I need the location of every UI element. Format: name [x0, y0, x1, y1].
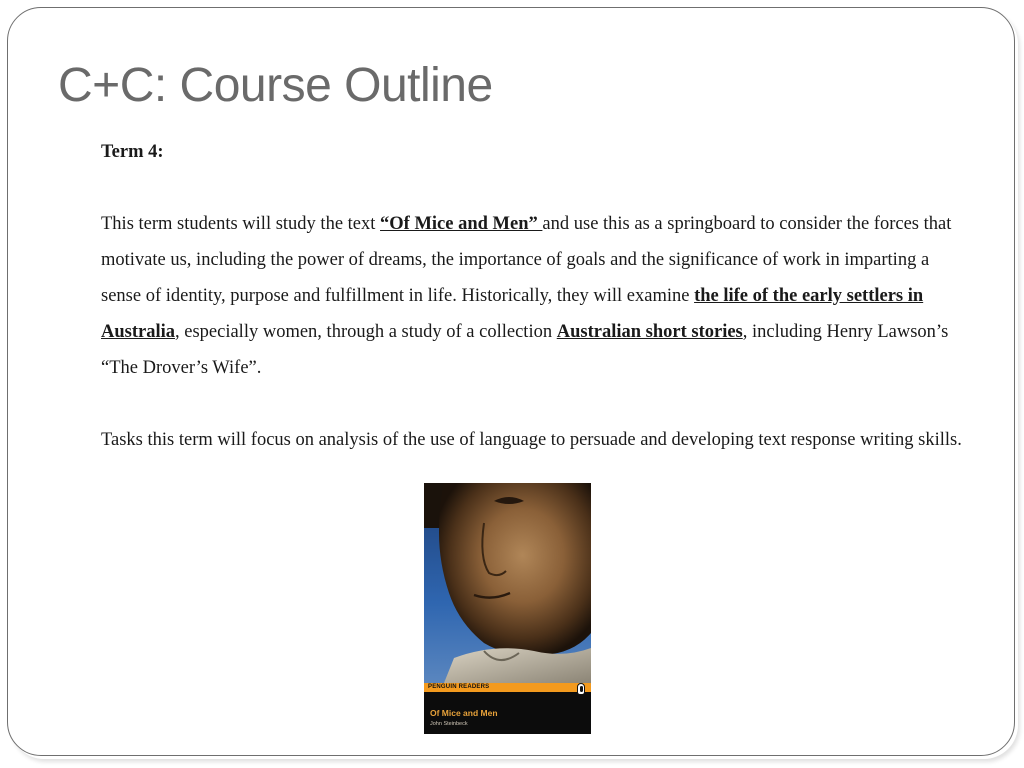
slide-title: C+C: Course Outline — [58, 59, 493, 112]
short-stories-link[interactable]: Australian short stories — [556, 322, 743, 342]
book-cover-image — [424, 483, 591, 734]
cover-series-label: PENGUIN READERS — [424, 683, 591, 692]
description-text-3: , especially women, through a study of a collection — [175, 322, 557, 342]
description-text-4: , including Henry Lawson’s “The Drover’s Wife”. — [101, 322, 949, 378]
early-settlers-link[interactable]: the life of the early settlers in Australia — [101, 286, 924, 342]
book-title-link[interactable]: “Of Mice and Men” — [380, 214, 543, 234]
penguin-logo-icon — [577, 683, 585, 695]
slide-body — [101, 134, 971, 458]
spacer — [101, 170, 971, 206]
course-description — [101, 206, 971, 386]
cover-book-title: Of Mice and Men — [430, 708, 498, 718]
cover-author: John Steinbeck — [430, 721, 468, 727]
cover-portrait — [424, 483, 591, 683]
term-heading: Term 4: — [101, 142, 164, 162]
description-text-1: This term students will study the text — [101, 214, 381, 234]
spacer — [101, 386, 971, 422]
description-text-2: and use this as a springboard to consider the forces that motivate us, including the power of dreams, the importance of goals and the significance of work in imparting a sense of identity, purpose and fulfillment in life. Historically, they will examine — [101, 214, 952, 306]
tasks-description: Tasks this term will focus on analysis of the use of language to persuade and developing text response writing skills. — [101, 430, 962, 450]
